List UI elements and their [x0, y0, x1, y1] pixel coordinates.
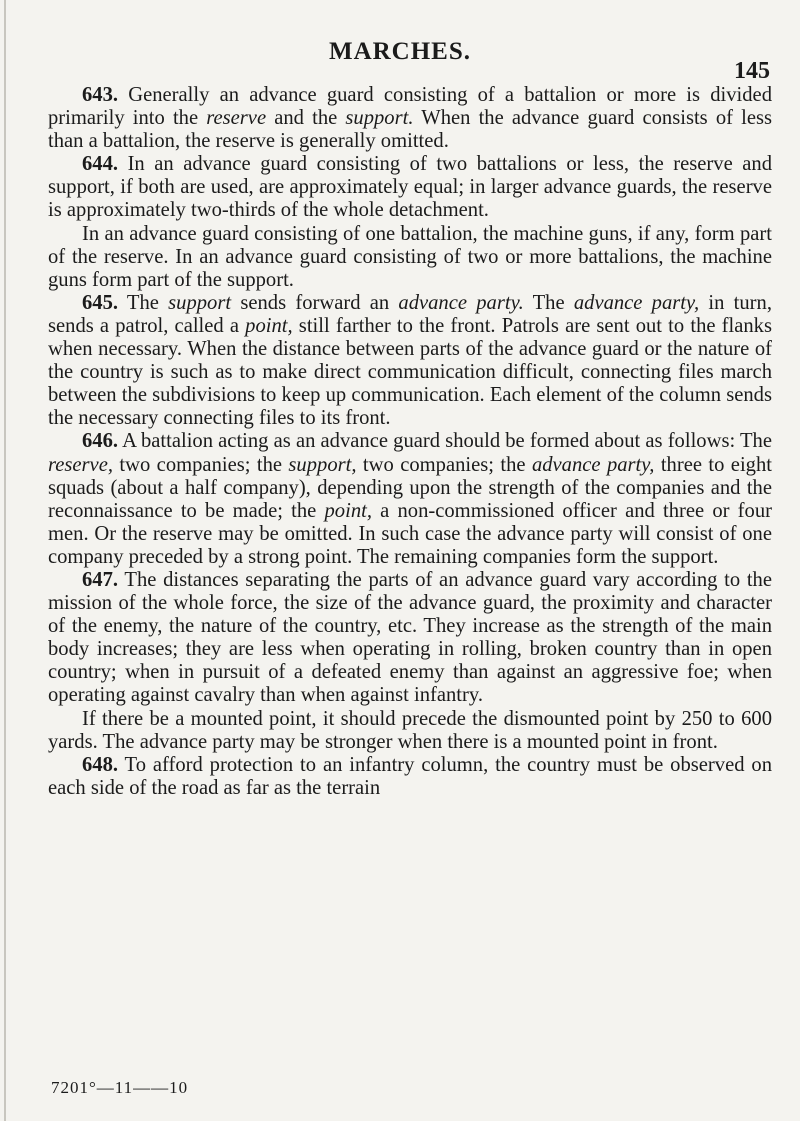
- italic-term: advance party,: [531, 453, 655, 476]
- paragraph-text: two companies; the: [356, 453, 532, 476]
- paragraph-number: 648.: [82, 753, 119, 776]
- paragraph-number: 646.: [82, 430, 119, 453]
- paragraph-text: In an advance guard consisting of one battalion, the machine guns, if any, form part of the reserve. In an advance guard consisting of two or more battalions, the machine guns form part of the support.: [48, 222, 772, 291]
- paragraph-number: 643.: [82, 84, 119, 106]
- italic-term: support: [168, 291, 232, 314]
- page-edge-shadow: [4, 0, 6, 1121]
- paragraph-text: in turn, sends a patrol, called a: [48, 291, 772, 337]
- running-title: MARCHES.: [328, 38, 472, 65]
- paragraph-text: and the: [266, 107, 346, 130]
- paragraph: [48, 84, 772, 153]
- body-text: [48, 84, 772, 800]
- paragraph-text: Generally an advance guard consisting of a battalion or more is divided primarily into the: [48, 84, 772, 130]
- paragraph-text: The distances separating the parts of an advance guard vary according to the mission of the whole force, the size of the advance guard, the proximity and character of the enemy, the nature of the country, etc. They increase as the strength of the main body increases; they are less when operating in rolling, broken country than in open country; when in pursuit of a defeated enemy than against an aggressive foe; when operating against cavalry than when against infantry.: [48, 568, 772, 707]
- paragraph: [48, 223, 772, 292]
- italic-term: point,: [324, 499, 372, 522]
- paragraph-text: The: [118, 291, 169, 314]
- paragraph-text: In an advance guard consisting of two battalions or less, the reserve and support, if both are used, are approximately equal; in larger advance guards, the reserve is approximately two-thirds of the whole detachment.: [48, 153, 772, 222]
- italic-term: reserve: [206, 107, 267, 130]
- paragraph-text: three to eight squads (about a half company), depending upon the strength of the companies and the reconnaissance to be made; the: [48, 453, 772, 522]
- paragraph-text: still farther to the front. Patrols are sent out to the flanks when necessary. When the distance between parts of the advance guard or the nature of the country is such as to make direct communication difficult, connecting files march between the subdivisions to keep up communication. Each element of the column sends the necessary connecting files to its front.: [48, 314, 772, 430]
- paragraph: [48, 569, 772, 708]
- paragraph-text: The: [523, 291, 574, 314]
- paragraph: [48, 708, 772, 754]
- paragraph: [48, 430, 772, 569]
- paragraph-text: A battalion acting as an advance guard should be formed about as follows: The: [118, 430, 772, 453]
- italic-term: reserve,: [48, 453, 113, 476]
- italic-term: support.: [345, 107, 414, 130]
- paragraph-text: If there be a mounted point, it should precede the dismounted point by 250 to 600 yards. The advance party may be stronger when there is a mounted point in front.: [48, 707, 772, 753]
- paragraph-text: sends forward an: [231, 291, 399, 314]
- print-signature: 7201°—11——10: [51, 1078, 189, 1097]
- paragraph-number: 645.: [82, 291, 119, 314]
- paragraph-text: two companies; the: [113, 453, 289, 476]
- italic-term: support,: [288, 453, 357, 476]
- paragraph-number: 644.: [82, 153, 119, 176]
- paragraph-text: a non-commissioned officer and three or four men. Or the reserve may be omitted. In such case the advance party will consist of one company preceded by a strong point. The remaining companies form the support.: [48, 499, 772, 568]
- paragraph-text: To afford protection to an infantry column, the country must be observed on each side of the road as far as the terrain: [48, 753, 772, 799]
- paragraph-number: 647.: [82, 568, 119, 591]
- paragraph: [48, 292, 772, 431]
- italic-term: advance party.: [398, 291, 524, 314]
- italic-term: point,: [245, 314, 293, 337]
- paragraph: [48, 153, 772, 222]
- page-number: 145: [734, 58, 770, 84]
- paragraph-text: When the advance guard consists of less than a battalion, the reserve is generally omitted.: [48, 107, 773, 153]
- italic-term: advance party,: [573, 291, 700, 314]
- paragraph: [48, 754, 772, 800]
